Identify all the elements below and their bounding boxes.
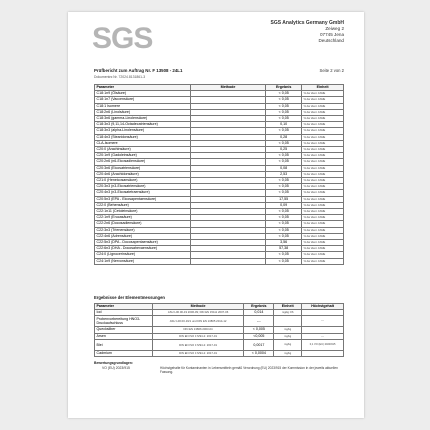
cell-result: < 0,05 bbox=[266, 97, 302, 103]
cell-method: ASU L00.00-19 2006-09; DIN EN 15111 2007-06 bbox=[152, 310, 244, 316]
cell-result: 3,56 bbox=[266, 240, 302, 246]
cell-parameter: Quecksilber bbox=[95, 327, 153, 333]
cell-parameter: C18:3n3 (alpha-Linolensäure) bbox=[95, 128, 191, 134]
cell-parameter: Iod bbox=[95, 310, 153, 316]
cell-parameter: Cadmium bbox=[95, 350, 153, 356]
cell-unit: % der ident. FAME bbox=[302, 233, 344, 239]
cell-unit: % der ident. FAME bbox=[302, 128, 344, 134]
cell-unit: % der ident. FAME bbox=[302, 178, 344, 184]
cell-parameter: C22:5n3 (DPA - Docosapentaensäure) bbox=[95, 240, 191, 246]
cell-parameter: C22:1n9 (Erucasäure) bbox=[95, 215, 191, 221]
cell-result: 0,0017 bbox=[244, 339, 274, 350]
cell-result: 0,28 bbox=[266, 134, 302, 140]
cell-parameter: C22:3n3 (Trienensäure) bbox=[95, 227, 191, 233]
cell-result: < 0,05 bbox=[266, 215, 302, 221]
col-header-method: Methode bbox=[152, 304, 244, 310]
cell-unit: % der ident. FAME bbox=[302, 240, 344, 246]
cell-unit: mg/kg bbox=[274, 333, 302, 339]
cell-unit: % der ident. FAME bbox=[302, 184, 344, 190]
cell-parameter: C24:0 (Lignocerinsäure) bbox=[95, 252, 191, 258]
cell-result: < 0,0004 bbox=[244, 350, 274, 356]
elements-table-body bbox=[95, 310, 344, 357]
cell-parameter: C22:6n3 (DHA - Docosahexaensäure) bbox=[95, 246, 191, 252]
cell-unit: % der ident. FAME bbox=[302, 103, 344, 109]
cell-result: 0,08 bbox=[266, 165, 302, 171]
cell-result: < 0,05 bbox=[266, 128, 302, 134]
cell-parameter: C22:4n6 (Adrensäure) bbox=[95, 233, 191, 239]
cell-result: <0,005 bbox=[244, 333, 274, 339]
sgs-logo bbox=[92, 18, 154, 62]
logo-text: SGS bbox=[92, 22, 153, 55]
col-header-unit: Einheit bbox=[302, 85, 344, 91]
cell-unit: % der ident. FAME bbox=[302, 122, 344, 128]
cell-result: < 0,05 bbox=[266, 103, 302, 109]
cell-result: < 0,05 bbox=[266, 116, 302, 122]
cell-parameter: C18:2n6 (Linolsäure) bbox=[95, 109, 191, 115]
cell-unit: % der ident. FAME bbox=[302, 252, 344, 258]
col-header-parameter: Parameter bbox=[95, 304, 153, 310]
cell-result: 0,09 bbox=[266, 202, 302, 208]
cell-parameter: CLA-Isomere bbox=[95, 140, 191, 146]
cell-unit: % der ident. FAME bbox=[302, 171, 344, 177]
fatty-acid-table bbox=[94, 84, 344, 265]
cell-unit: mg/kg bbox=[274, 327, 302, 333]
cell-unit: % der ident. FAME bbox=[302, 153, 344, 159]
cell-unit: % der ident. FAME bbox=[302, 246, 344, 252]
cell-method: DIN EN ISO 17294-2: 2017-01 bbox=[152, 333, 244, 339]
elements-section-title: Ergebnisse der Elementmessungen bbox=[94, 295, 165, 300]
cell-result: < 0,05 bbox=[266, 233, 302, 239]
cell-method bbox=[190, 258, 266, 264]
cell-result: < 0,05 bbox=[266, 227, 302, 233]
cell-parameter: Blei bbox=[95, 339, 153, 350]
cell-parameter: C18:1n7 (Vaccensäure) bbox=[95, 97, 191, 103]
cell-unit: mg/kg bbox=[274, 350, 302, 356]
cell-result: < 0,05 bbox=[266, 190, 302, 196]
report-title: Prüfbericht zum Auftrag Nr. F 13508 - 24L1 bbox=[94, 68, 183, 73]
cell-result: < 0,005 bbox=[244, 327, 274, 333]
cell-unit: % der ident. FAME bbox=[302, 147, 344, 153]
cell-unit: % der ident. FAME bbox=[302, 140, 344, 146]
cell-result: < 0,05 bbox=[266, 140, 302, 146]
cell-parameter: C20:3n3 (n3-Eicosatriensäure) bbox=[95, 184, 191, 190]
cell-parameter: Probenvorbereitung HNO3-Druckaufschluss bbox=[95, 316, 153, 327]
cell-unit: % der ident. FAME bbox=[302, 215, 344, 221]
cell-parameter: C20:5n3 (EPA - Eicosapentaensäure) bbox=[95, 196, 191, 202]
cell-result: < 0,05 bbox=[266, 91, 302, 97]
address-line: Deutschland bbox=[318, 38, 344, 43]
cell-parameter: C20:1n9 (Gadoleinsäure) bbox=[95, 153, 191, 159]
cell-unit: % der ident. FAME bbox=[302, 159, 344, 165]
col-header-result: Ergebnis bbox=[244, 304, 274, 310]
cell-unit: % der ident. FAME bbox=[302, 165, 344, 171]
table-row bbox=[95, 316, 344, 327]
cell-max-limit: 0,1 VO (EU) 2023/915 bbox=[302, 339, 344, 350]
cell-parameter: C18:3n3 (9,11,14-Octadecatriensäure) bbox=[95, 122, 191, 128]
table-row bbox=[95, 258, 344, 264]
col-header-result: Ergebnis bbox=[266, 85, 302, 91]
assessment-basis-label: Bewertungsgrundlagen: bbox=[94, 361, 133, 365]
cell-result: 57,38 bbox=[266, 246, 302, 252]
col-header-unit: Einheit bbox=[274, 304, 302, 310]
cell-max-limit bbox=[302, 350, 344, 356]
col-header-max-limit: Höchstgehalt bbox=[302, 304, 344, 310]
cell-result: < 0,05 bbox=[266, 159, 302, 165]
elements-table bbox=[94, 303, 344, 357]
cell-parameter: C21:0 (Heneicosansäure) bbox=[95, 178, 191, 184]
table-row bbox=[95, 350, 344, 356]
cell-unit: mg/kg bbox=[274, 339, 302, 350]
cell-result: < 0,05 bbox=[266, 252, 302, 258]
cell-unit: % der ident. FAME bbox=[302, 109, 344, 115]
cell-unit bbox=[274, 316, 302, 327]
cell-result: < 0,05 bbox=[266, 109, 302, 115]
cell-unit: % der ident. FAME bbox=[302, 227, 344, 233]
cell-max-limit: --- bbox=[302, 316, 344, 327]
cell-method: ASU L00.00-19/1 und DIN EN 13805 2014-12 bbox=[152, 316, 244, 327]
cell-unit: % der ident. FAME bbox=[302, 116, 344, 122]
cell-parameter: C20:2n6 (n6-Eicosadiensäure) bbox=[95, 159, 191, 165]
cell-parameter: C18:1n9 (Ölsäure) bbox=[95, 91, 191, 97]
cell-parameter: C22:2n6 (Docosadiensäure) bbox=[95, 221, 191, 227]
cell-parameter: C18:1 Isomere bbox=[95, 103, 191, 109]
company-name: SGS Analytics Germany GmbH bbox=[270, 20, 344, 26]
page-number: Seite 2 von 2 bbox=[319, 68, 344, 73]
cell-method: DIN EN 13806:2003-04 bbox=[152, 327, 244, 333]
cell-unit: % der ident. FAME bbox=[302, 190, 344, 196]
cell-parameter: C20:4n6 (Arachidonsäure) bbox=[95, 171, 191, 177]
cell-unit: % der ident. FAME bbox=[302, 97, 344, 103]
cell-result: 0,25 bbox=[266, 147, 302, 153]
cell-unit: % der ident. FAME bbox=[302, 134, 344, 140]
cell-method: DIN EN ISO 17294-2: 2017-01 bbox=[152, 339, 244, 350]
cell-result: --- bbox=[244, 316, 274, 327]
fatty-acid-table-body bbox=[95, 91, 344, 265]
cell-unit: mg/kg OS bbox=[274, 310, 302, 316]
cell-parameter: C20:3n6 (Eicosatriensäure) bbox=[95, 165, 191, 171]
cell-parameter: C18:3n6 (gamma-Linolensäure) bbox=[95, 116, 191, 122]
cell-unit: % der ident. FAME bbox=[302, 196, 344, 202]
table-row bbox=[95, 339, 344, 350]
cell-unit: % der ident. FAME bbox=[302, 91, 344, 97]
cell-unit: % der ident. FAME bbox=[302, 202, 344, 208]
company-address bbox=[271, 20, 344, 44]
document-number: Dokumentnr.Nr. 72024.8131861-3 bbox=[94, 75, 146, 79]
cell-max-limit: --- bbox=[302, 333, 344, 339]
cell-unit: % der ident. FAME bbox=[302, 209, 344, 215]
col-header-method: Methode bbox=[190, 85, 266, 91]
cell-parameter: C24:1n9 (Nervonsäure) bbox=[95, 258, 191, 264]
report-page bbox=[68, 12, 364, 418]
cell-result: 0,014 bbox=[244, 310, 274, 316]
cell-result: < 0,05 bbox=[266, 221, 302, 227]
cell-parameter: C18:4n3 (Stearidonsäure) bbox=[95, 134, 191, 140]
cell-parameter: C20:0 (Arachinsäure) bbox=[95, 147, 191, 153]
cell-unit: % der ident. FAME bbox=[302, 221, 344, 227]
regulation-code: VO (EU) 2023/915 bbox=[102, 366, 130, 370]
cell-result: < 0,05 bbox=[266, 209, 302, 215]
cell-parameter: C22:1n11 (Cetoleinsäure) bbox=[95, 209, 191, 215]
address-line: Zeiweg 2 bbox=[325, 26, 344, 31]
cell-result: < 0,05 bbox=[266, 258, 302, 264]
cell-result: < 0,05 bbox=[266, 178, 302, 184]
regulation-text: Höchstgehalte für Kontaminanten in Lebensmitteln gemäß Verordnung (EU) 2023/915 der Kommission in der jeweils aktuellen Fassung. bbox=[160, 366, 338, 375]
cell-result: 2,53 bbox=[266, 171, 302, 177]
cell-result: < 0,05 bbox=[266, 153, 302, 159]
col-header-parameter: Parameter bbox=[95, 85, 191, 91]
cell-result: 17,55 bbox=[266, 196, 302, 202]
cell-result: 0,10 bbox=[266, 122, 302, 128]
address-line: 07745 Jena bbox=[319, 32, 344, 37]
cell-parameter: C22:0 (Behensäure) bbox=[95, 202, 191, 208]
cell-parameter: Arsen bbox=[95, 333, 153, 339]
cell-method: DIN EN ISO 17294-2: 2017-01 bbox=[152, 350, 244, 356]
cell-parameter: C20:4n3 (n3-Eicosatetraensäure) bbox=[95, 190, 191, 196]
cell-unit: % der ident. FAME bbox=[302, 258, 344, 264]
cell-result: < 0,05 bbox=[266, 184, 302, 190]
